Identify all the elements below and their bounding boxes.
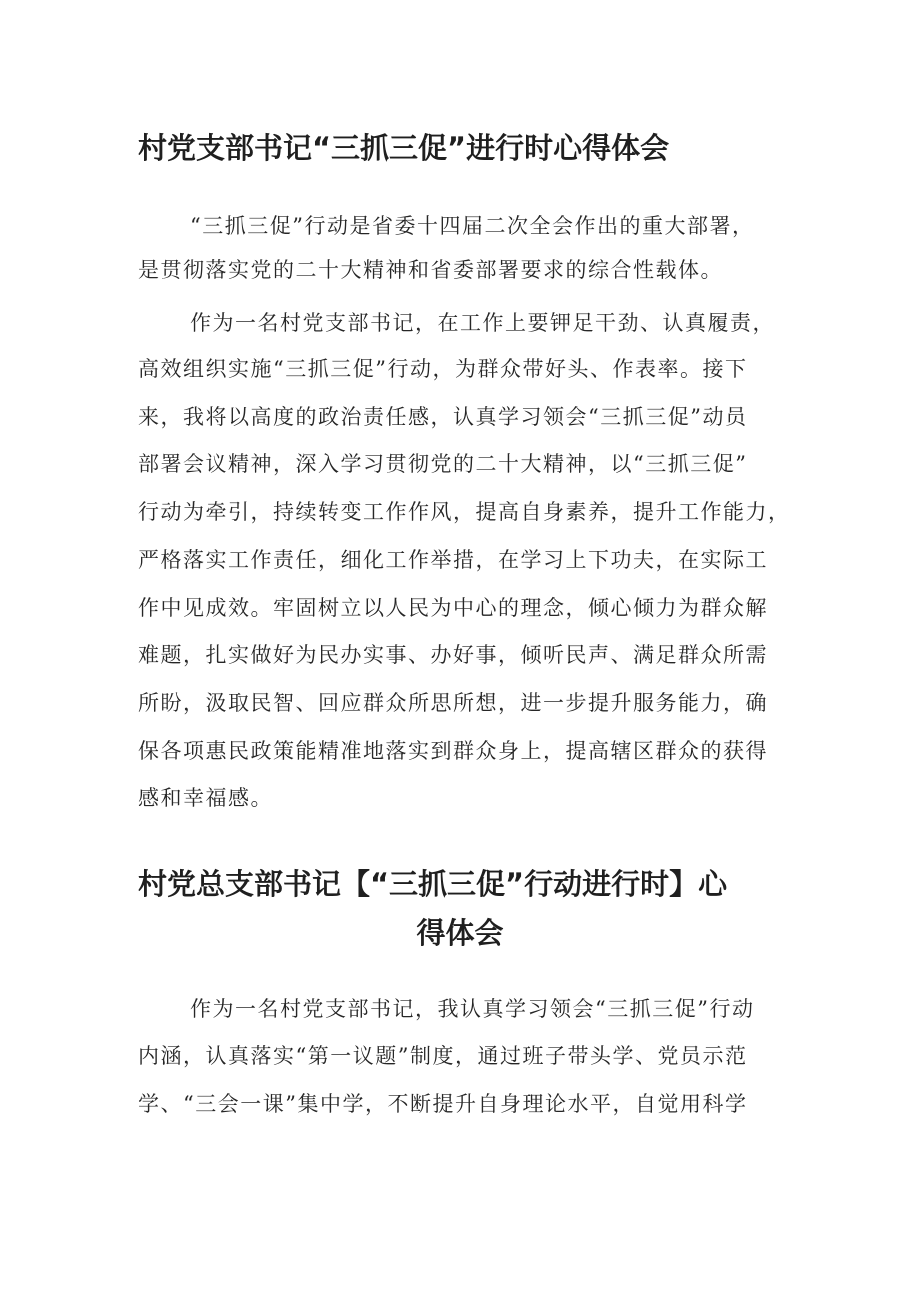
text-line: 学、“三会一课”集中学，不断提升自身理论水平，自觉用科学 [138,1092,748,1116]
article-2-title: 村党总支部书记【“三抓三促”行动进行时】心 [138,867,728,901]
text-line: 作为一名村党支部书记，我认真学习领会“三抓三促”行动 [190,997,755,1021]
text-line: 高效组织实施“三抓三促”行动，为群众带好头、作表率。接下 [138,357,748,381]
text-line: 严格落实工作责任，细化工作举措，在学习上下功夫，在实际工 [138,548,768,572]
text-line: 来，我将以高度的政治责任感，认真学习领会“三抓三促”动员 [138,405,748,429]
article-1-title: 村党支部书记“三抓三促”进行时心得体会 [138,131,670,165]
article-2-title-continued: 得体会 [416,916,504,950]
text-line: 部署会议精神，深入学习贯彻党的二十大精神，以“三抓三促” [138,452,748,476]
text-line: 保各项惠民政策能精准地落实到群众身上，提高辖区群众的获得 [138,739,768,763]
text-line: 所盼，汲取民智、回应群众所思所想，进一步提升服务能力，确 [138,691,768,715]
text-line: 是贯彻落实党的二十大精神和省委部署要求的综合性载体。 [138,258,723,282]
text-line: 难题，扎实做好为民办实事、办好事，倾听民声、满足群众所需 [138,643,768,667]
text-line: 作为一名村党支部书记，在工作上要钾足干劲、认真履责， [190,311,775,335]
text-line: 行动为牵引，持续转变工作作风，提高自身素养，提升工作能力， [138,500,791,524]
text-line: 内涵，认真落实“第一议题”制度，通过班子带头学、党员示范 [138,1044,748,1068]
text-line: 感和幸福感。 [138,786,273,810]
text-line: 作中见成效。牢固树立以人民为中心的理念，倾心倾力为群众解 [138,596,768,620]
text-line: “三抓三促”行动是省委十四届二次全会作出的重大部署， [190,214,755,238]
